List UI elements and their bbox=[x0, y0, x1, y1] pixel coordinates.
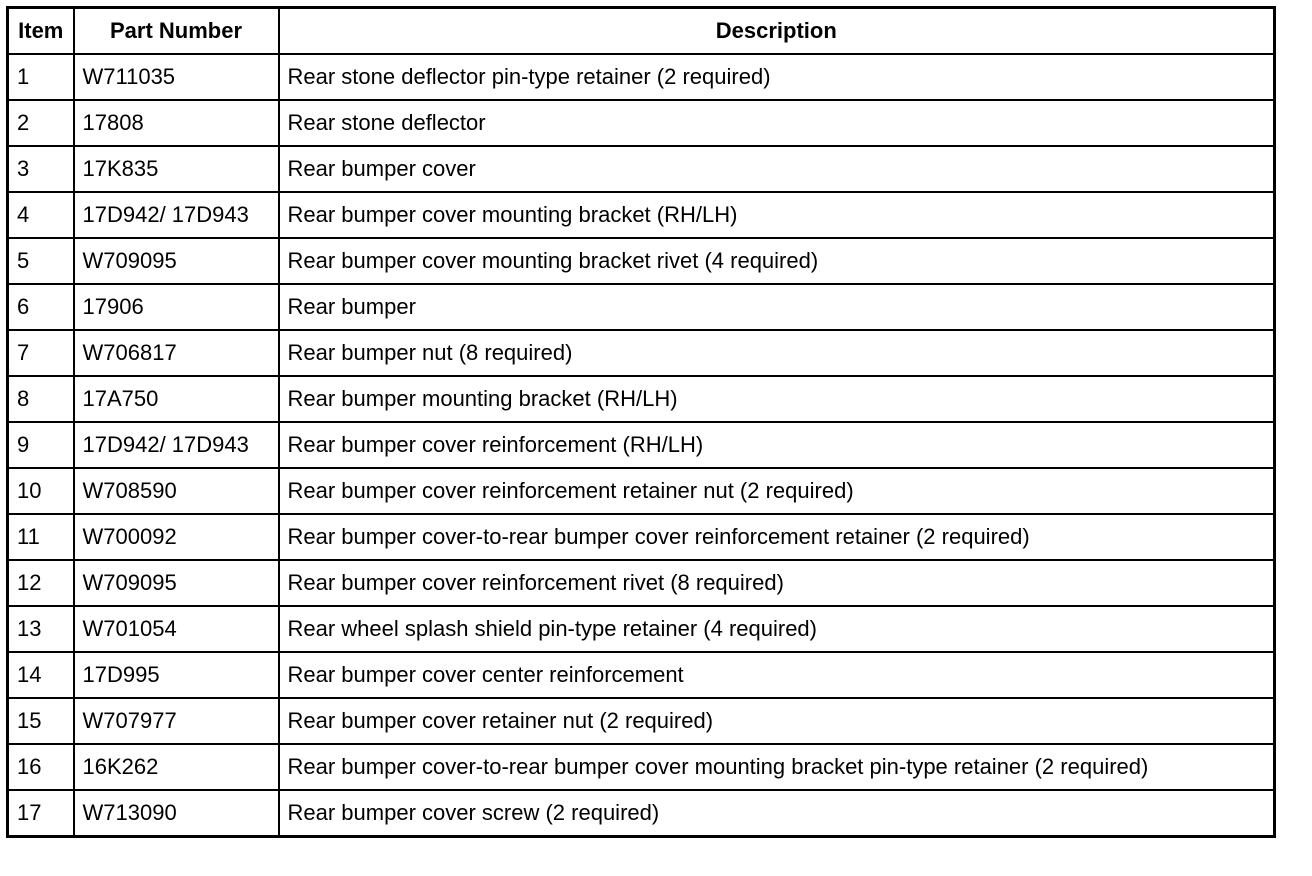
table-row bbox=[8, 422, 1275, 468]
part-number-cell: W701054 bbox=[74, 606, 279, 652]
item-cell: 5 bbox=[8, 238, 74, 284]
item-cell: 6 bbox=[8, 284, 74, 330]
item-cell: 8 bbox=[8, 376, 74, 422]
part-number-cell: 17906 bbox=[74, 284, 279, 330]
table-row bbox=[8, 744, 1275, 790]
description-cell: Rear stone deflector bbox=[279, 100, 1275, 146]
item-cell: 7 bbox=[8, 330, 74, 376]
parts-table bbox=[6, 6, 1276, 838]
description-cell: Rear stone deflector pin-type retainer (2 required) bbox=[279, 54, 1275, 100]
header-description: Description bbox=[279, 8, 1275, 55]
header-item: Item bbox=[8, 8, 74, 55]
table-row bbox=[8, 606, 1275, 652]
part-number-cell: 17K835 bbox=[74, 146, 279, 192]
part-number-cell: W706817 bbox=[74, 330, 279, 376]
item-cell: 9 bbox=[8, 422, 74, 468]
description-cell: Rear bumper cover mounting bracket rivet (4 required) bbox=[279, 238, 1275, 284]
table-row bbox=[8, 100, 1275, 146]
description-cell: Rear bumper cover center reinforcement bbox=[279, 652, 1275, 698]
item-cell: 12 bbox=[8, 560, 74, 606]
item-cell: 11 bbox=[8, 514, 74, 560]
part-number-cell: W709095 bbox=[74, 560, 279, 606]
item-cell: 1 bbox=[8, 54, 74, 100]
item-cell: 14 bbox=[8, 652, 74, 698]
description-cell: Rear bumper cover retainer nut (2 required) bbox=[279, 698, 1275, 744]
item-cell: 15 bbox=[8, 698, 74, 744]
table-row bbox=[8, 54, 1275, 100]
item-cell: 13 bbox=[8, 606, 74, 652]
part-number-cell: W711035 bbox=[74, 54, 279, 100]
table-row bbox=[8, 652, 1275, 698]
table-row bbox=[8, 468, 1275, 514]
item-cell: 16 bbox=[8, 744, 74, 790]
part-number-cell: W709095 bbox=[74, 238, 279, 284]
part-number-cell: 17A750 bbox=[74, 376, 279, 422]
description-cell: Rear bumper nut (8 required) bbox=[279, 330, 1275, 376]
table-row bbox=[8, 790, 1275, 837]
item-cell: 3 bbox=[8, 146, 74, 192]
description-cell: Rear bumper cover mounting bracket (RH/LH) bbox=[279, 192, 1275, 238]
table-row bbox=[8, 146, 1275, 192]
table-row bbox=[8, 560, 1275, 606]
table-row bbox=[8, 238, 1275, 284]
table-row bbox=[8, 330, 1275, 376]
part-number-cell: W708590 bbox=[74, 468, 279, 514]
description-cell: Rear bumper bbox=[279, 284, 1275, 330]
description-cell: Rear bumper cover reinforcement (RH/LH) bbox=[279, 422, 1275, 468]
description-cell: Rear bumper cover-to-rear bumper cover reinforcement retainer (2 required) bbox=[279, 514, 1275, 560]
header-part-number: Part Number bbox=[74, 8, 279, 55]
description-cell: Rear bumper cover reinforcement rivet (8 required) bbox=[279, 560, 1275, 606]
description-cell: Rear bumper cover screw (2 required) bbox=[279, 790, 1275, 837]
part-number-cell: 17808 bbox=[74, 100, 279, 146]
description-cell: Rear bumper mounting bracket (RH/LH) bbox=[279, 376, 1275, 422]
part-number-cell: 17D942/ 17D943 bbox=[74, 192, 279, 238]
description-cell: Rear bumper cover bbox=[279, 146, 1275, 192]
description-cell: Rear bumper cover reinforcement retainer nut (2 required) bbox=[279, 468, 1275, 514]
table-header-row bbox=[8, 8, 1275, 55]
item-cell: 4 bbox=[8, 192, 74, 238]
part-number-cell: 16K262 bbox=[74, 744, 279, 790]
part-number-cell: W713090 bbox=[74, 790, 279, 837]
item-cell: 10 bbox=[8, 468, 74, 514]
part-number-cell: 17D995 bbox=[74, 652, 279, 698]
table-row bbox=[8, 698, 1275, 744]
part-number-cell: W700092 bbox=[74, 514, 279, 560]
table-row bbox=[8, 514, 1275, 560]
item-cell: 17 bbox=[8, 790, 74, 837]
part-number-cell: W707977 bbox=[74, 698, 279, 744]
description-cell: Rear wheel splash shield pin-type retainer (4 required) bbox=[279, 606, 1275, 652]
table-row bbox=[8, 284, 1275, 330]
part-number-cell: 17D942/ 17D943 bbox=[74, 422, 279, 468]
description-cell: Rear bumper cover-to-rear bumper cover mounting bracket pin-type retainer (2 required) bbox=[279, 744, 1275, 790]
item-cell: 2 bbox=[8, 100, 74, 146]
table-row bbox=[8, 376, 1275, 422]
table-row bbox=[8, 192, 1275, 238]
